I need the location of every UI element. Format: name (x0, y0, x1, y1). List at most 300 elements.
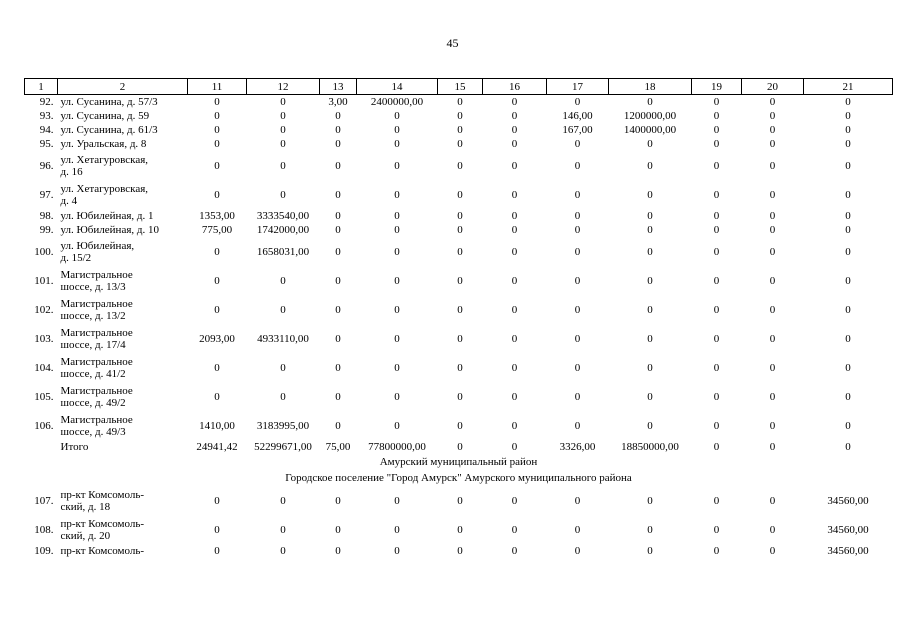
address-cell (58, 180, 188, 209)
value-cell: 0 (457, 159, 463, 172)
row-number: 102. (34, 303, 54, 316)
value-cell: 0 (457, 303, 463, 316)
value-cell: 0 (574, 96, 581, 108)
value-cell: 0 (845, 245, 851, 258)
value-cell: 0 (713, 110, 720, 122)
section-title-district (25, 454, 893, 470)
value-cell: 0 (647, 188, 653, 201)
table-row (25, 137, 893, 151)
value-cell: 0 (713, 419, 720, 432)
value-cell: 0 (511, 494, 518, 507)
value-cell: 0 (647, 419, 653, 432)
value-cell: 0 (394, 494, 400, 507)
value-cell: 0 (574, 210, 581, 222)
value-cell: 0 (457, 523, 463, 536)
value-cell: 0 (845, 390, 851, 403)
address-cell (58, 544, 188, 558)
value-cell: 0 (280, 138, 286, 150)
address-cell (58, 137, 188, 151)
value-cell: 3,00 (328, 96, 348, 108)
value-cell: 0 (647, 224, 653, 236)
value-cell: 0 (574, 332, 581, 345)
table-row (25, 209, 893, 223)
address-cell (58, 209, 188, 223)
value-cell: 0 (845, 210, 851, 222)
value-cell: 0 (574, 245, 581, 258)
column-header-16: 16 (483, 79, 547, 95)
row-number (25, 440, 58, 454)
value-cell: 4933110,00 (257, 332, 309, 345)
value-cell: 0 (713, 188, 720, 201)
value-cell: 0 (769, 96, 776, 108)
column-header-17: 17 (547, 79, 609, 95)
value-cell: 0 (713, 224, 720, 236)
value-cell: 3333540,00 (256, 210, 310, 222)
value-cell: 0 (214, 494, 220, 507)
value-cell: 3183995,00 (256, 419, 310, 432)
address-line: пр-кт Комсомоль- (60, 488, 145, 501)
value-cell: 0 (457, 545, 463, 557)
table-row (25, 382, 893, 411)
value-cell: 0 (647, 494, 653, 507)
value-cell: 0 (394, 303, 400, 316)
value-cell: 0 (394, 419, 400, 432)
table-row (25, 180, 893, 209)
value-cell: 0 (457, 332, 463, 345)
value-cell: 1742000,00 (256, 224, 310, 236)
table-row (25, 151, 893, 180)
column-header-19: 19 (692, 79, 742, 95)
value-cell: 0 (335, 210, 341, 222)
value-cell: 0 (713, 96, 720, 108)
address-line: Магистральное (60, 326, 133, 339)
value-cell: 0 (457, 245, 463, 258)
value-cell: 0 (280, 545, 286, 557)
value-cell: 0 (845, 96, 851, 108)
value-cell: 0 (574, 419, 581, 432)
value-cell: 0 (574, 138, 581, 150)
value-cell: 0 (335, 245, 341, 258)
table-header-row (25, 79, 893, 95)
address-line: Магистральное (60, 413, 133, 426)
row-number: 98. (39, 210, 54, 222)
value-cell: 0 (214, 188, 220, 201)
value-cell: 0 (280, 188, 286, 201)
address-cell (58, 486, 188, 515)
value-cell: 0 (511, 523, 518, 536)
value-cell: 775,00 (201, 224, 233, 236)
table-row (25, 237, 893, 266)
value-cell: 0 (457, 390, 463, 403)
value-cell: 0 (574, 390, 581, 403)
value-cell: 0 (394, 523, 400, 536)
value-cell: 0 (214, 124, 220, 136)
value-cell: 0 (280, 124, 286, 136)
value-cell: 167,00 (562, 124, 593, 136)
value-cell: 0 (769, 188, 776, 201)
value-cell: 0 (394, 138, 400, 150)
value-cell: 0 (280, 303, 286, 316)
value-cell: 0 (713, 159, 720, 172)
address-line: Магистральное (60, 355, 133, 368)
value-cell: 0 (769, 494, 776, 507)
value-cell: 0 (647, 303, 653, 316)
value-cell: 0 (769, 303, 776, 316)
value-cell: 0 (335, 523, 341, 536)
value-cell: 0 (769, 419, 776, 432)
value-cell: 0 (280, 96, 286, 108)
table-row (25, 544, 893, 558)
row-number: 92. (39, 96, 54, 108)
value-cell: 0 (394, 361, 400, 374)
value-cell: 0 (457, 419, 463, 432)
row-number: 101. (34, 274, 54, 287)
address-line: д. 4 (60, 194, 78, 207)
value-cell: 0 (394, 274, 400, 287)
address-cell (58, 353, 188, 382)
row-number: 105. (34, 390, 54, 403)
value-cell: 0 (335, 494, 341, 507)
value-cell: 0 (394, 245, 400, 258)
address-line: шоссе, д. 49/3 (60, 425, 126, 438)
value-cell: 0 (335, 274, 341, 287)
page-number: 45 (446, 36, 459, 50)
value-cell: 0 (845, 303, 851, 316)
value-cell: 0 (845, 138, 851, 150)
value-cell: 0 (280, 390, 286, 403)
value-cell: 0 (574, 188, 581, 201)
value-cell: 0 (335, 361, 341, 374)
address-line: Магистральное (60, 268, 133, 281)
value-cell: 0 (214, 545, 220, 557)
value-cell: 0 (394, 124, 400, 136)
address-cell (58, 109, 188, 123)
value-cell: 0 (214, 245, 220, 258)
value-cell: 0 (214, 390, 220, 403)
value-cell: 0 (394, 188, 400, 201)
value-cell: 0 (457, 110, 463, 122)
value-cell: 0 (713, 210, 720, 222)
value-cell: 0 (335, 110, 341, 122)
value-cell: 0 (769, 361, 776, 374)
value-cell: 0 (511, 332, 518, 345)
value-cell: 0 (845, 188, 851, 201)
row-number: 109. (34, 545, 54, 557)
value-cell: 0 (845, 159, 851, 172)
column-header-1: 1 (25, 79, 58, 95)
column-header-15: 15 (438, 79, 483, 95)
value-cell: 0 (394, 390, 400, 403)
value-cell: 0 (335, 188, 341, 201)
value-cell: 0 (214, 303, 220, 316)
value-cell: 0 (457, 188, 463, 201)
value-cell: 1410,00 (199, 419, 235, 432)
table-row (25, 266, 893, 295)
value-cell: 0 (713, 124, 720, 136)
data-table (24, 78, 893, 558)
value-cell: 0 (335, 332, 341, 345)
address-cell (58, 411, 188, 440)
table-row (25, 123, 893, 137)
value-cell: 0 (280, 361, 286, 374)
address-line: Магистральное (60, 384, 133, 397)
value-cell: 0 (769, 441, 776, 453)
value-cell: 0 (647, 545, 653, 557)
value-cell: 146,00 (562, 110, 593, 122)
value-cell: 0 (647, 274, 653, 287)
value-cell: 0 (769, 124, 776, 136)
value-cell: 0 (511, 245, 518, 258)
address-cell (58, 324, 188, 353)
row-number: 95. (39, 138, 54, 150)
table-row (25, 223, 893, 237)
column-header-14: 14 (357, 79, 438, 95)
value-cell: 0 (769, 332, 776, 345)
column-header-20: 20 (742, 79, 804, 95)
value-cell: 0 (769, 245, 776, 258)
value-cell: 0 (511, 274, 518, 287)
value-cell: 0 (769, 110, 776, 122)
value-cell: 0 (845, 124, 851, 136)
table-row (25, 515, 893, 544)
address-cell (58, 295, 188, 324)
value-cell: 0 (769, 159, 776, 172)
address-line: ул. Юбилейная, (60, 239, 135, 252)
value-cell: 0 (647, 332, 653, 345)
row-number: 99. (39, 224, 54, 236)
row-number: 94. (39, 124, 54, 136)
value-cell: 0 (457, 210, 463, 222)
value-cell: 0 (574, 545, 581, 557)
value-cell: 34560,00 (827, 523, 869, 536)
value-cell: 1353,00 (199, 210, 235, 222)
table-row (25, 440, 893, 454)
row-number: 107. (34, 494, 54, 507)
value-cell: 0 (280, 110, 286, 122)
address-line: ул. Сусанина, д. 57/3 (60, 96, 158, 108)
value-cell: 0 (769, 224, 776, 236)
value-cell: 24941,42 (196, 441, 238, 453)
address-cell (58, 382, 188, 411)
value-cell: 0 (457, 224, 463, 236)
table-row (25, 295, 893, 324)
address-cell (58, 237, 188, 266)
value-cell: 0 (280, 523, 286, 536)
value-cell: 0 (574, 274, 581, 287)
address-line: шоссе, д. 13/3 (60, 280, 126, 293)
section-title-settlement (25, 470, 893, 486)
address-cell (58, 266, 188, 295)
value-cell: 0 (394, 224, 400, 236)
value-cell: 0 (214, 361, 220, 374)
row-number: 106. (34, 419, 54, 432)
address-line: ский, д. 20 (60, 529, 111, 542)
column-header-11: 11 (188, 79, 247, 95)
address-line: шоссе, д. 13/2 (60, 309, 126, 322)
value-cell: 0 (647, 245, 653, 258)
address-line: ул. Юбилейная, д. 10 (60, 224, 159, 236)
value-cell: 0 (574, 361, 581, 374)
value-cell: 0 (713, 390, 720, 403)
value-cell: 0 (769, 545, 776, 557)
column-header-21: 21 (804, 79, 893, 95)
value-cell: 0 (214, 110, 220, 122)
address-line: ул. Сусанина, д. 59 (60, 110, 150, 122)
table-body (25, 95, 893, 559)
value-cell: 0 (394, 159, 400, 172)
value-cell: 0 (769, 523, 776, 536)
section-title-settlement-text: Городское поселение "Город Амурск" Амурского муниципального района (285, 472, 632, 484)
value-cell: 0 (574, 494, 581, 507)
value-cell: 0 (457, 274, 463, 287)
address-line: Магистральное (60, 297, 133, 310)
table-row (25, 109, 893, 123)
value-cell: 0 (457, 124, 463, 136)
value-cell: 0 (394, 110, 400, 122)
value-cell: 2093,00 (199, 332, 235, 345)
row-number: 96. (39, 159, 54, 172)
value-cell: 1658031,00 (256, 245, 310, 258)
address-line: пр-кт Комсомоль- (60, 545, 145, 557)
value-cell: 0 (335, 545, 341, 557)
address-cell (58, 440, 188, 454)
column-header-18: 18 (609, 79, 692, 95)
value-cell: 0 (214, 523, 220, 536)
address-line: Итого (60, 441, 89, 453)
value-cell: 0 (335, 303, 341, 316)
column-header-13: 13 (320, 79, 357, 95)
address-line: д. 15/2 (60, 251, 92, 264)
value-cell: 2400000,00 (370, 96, 424, 108)
table-row (25, 95, 893, 110)
value-cell: 0 (511, 390, 518, 403)
table-row (25, 486, 893, 515)
value-cell: 0 (769, 138, 776, 150)
value-cell: 0 (511, 110, 518, 122)
value-cell: 0 (574, 303, 581, 316)
address-line: пр-кт Комсомоль- (60, 517, 145, 530)
value-cell: 0 (457, 361, 463, 374)
value-cell: 0 (511, 138, 518, 150)
value-cell: 0 (769, 274, 776, 287)
value-cell: 0 (335, 390, 341, 403)
value-cell: 0 (511, 441, 518, 453)
value-cell: 0 (214, 159, 220, 172)
value-cell: 0 (214, 96, 220, 108)
address-cell (58, 151, 188, 180)
value-cell: 0 (335, 419, 341, 432)
value-cell: 0 (647, 138, 653, 150)
value-cell: 0 (214, 138, 220, 150)
address-line: шоссе, д. 49/2 (60, 396, 126, 409)
value-cell: 0 (335, 138, 341, 150)
address-line: ский, д. 18 (60, 500, 111, 513)
value-cell: 0 (511, 361, 518, 374)
value-cell: 0 (280, 159, 286, 172)
value-cell: 77800000,00 (368, 441, 426, 453)
value-cell: 0 (457, 138, 463, 150)
value-cell: 0 (394, 210, 400, 222)
value-cell: 0 (511, 124, 518, 136)
value-cell: 75,00 (325, 441, 351, 453)
value-cell: 0 (511, 210, 518, 222)
value-cell: 0 (845, 361, 851, 374)
value-cell: 0 (511, 303, 518, 316)
column-header-12: 12 (247, 79, 320, 95)
value-cell: 0 (335, 124, 341, 136)
table-row (25, 353, 893, 382)
row-number: 100. (34, 245, 54, 258)
address-cell (58, 223, 188, 237)
value-cell: 0 (647, 361, 653, 374)
value-cell: 52299671,00 (254, 441, 312, 453)
value-cell: 0 (647, 96, 653, 108)
address-line: д. 16 (60, 165, 83, 178)
address-line: ул. Сусанина, д. 61/3 (60, 124, 158, 136)
value-cell: 0 (713, 332, 720, 345)
address-cell (58, 515, 188, 544)
value-cell: 0 (713, 303, 720, 316)
value-cell: 0 (457, 441, 463, 453)
value-cell: 0 (647, 210, 653, 222)
value-cell: 1200000,00 (623, 110, 677, 122)
row-number: 104. (34, 361, 54, 374)
value-cell: 0 (511, 96, 518, 108)
address-cell (58, 95, 188, 110)
address-line: ул. Уральская, д. 8 (60, 138, 147, 150)
value-cell: 0 (574, 159, 581, 172)
row-number: 93. (39, 110, 54, 122)
value-cell: 0 (335, 224, 341, 236)
address-line: ул. Хетагуровская, (60, 153, 149, 166)
value-cell: 0 (845, 419, 851, 432)
value-cell: 0 (511, 419, 518, 432)
value-cell: 0 (713, 138, 720, 150)
value-cell: 0 (214, 274, 220, 287)
value-cell: 34560,00 (827, 545, 869, 557)
address-cell (58, 123, 188, 137)
value-cell: 0 (457, 96, 463, 108)
value-cell: 0 (511, 545, 518, 557)
value-cell: 0 (511, 188, 518, 201)
value-cell: 0 (769, 210, 776, 222)
column-header-2: 2 (58, 79, 188, 95)
row-number: 108. (34, 523, 54, 536)
table-row (25, 324, 893, 353)
value-cell: 0 (713, 494, 720, 507)
value-cell: 0 (845, 224, 851, 236)
value-cell: 0 (394, 545, 400, 557)
value-cell: 0 (647, 523, 653, 536)
value-cell: 0 (280, 494, 286, 507)
row-number: 103. (34, 332, 54, 345)
value-cell: 0 (713, 441, 720, 453)
value-cell: 0 (769, 390, 776, 403)
address-line: ул. Хетагуровская, (60, 182, 149, 195)
value-cell: 0 (713, 274, 720, 287)
value-cell: 0 (574, 224, 581, 236)
value-cell: 0 (845, 441, 851, 453)
value-cell: 0 (280, 274, 286, 287)
value-cell: 34560,00 (827, 494, 869, 507)
value-cell: 1400000,00 (623, 124, 677, 136)
table-row (25, 411, 893, 440)
value-cell: 0 (713, 545, 720, 557)
section-title-district-text: Амурский муниципальный район (379, 456, 538, 468)
row-number: 97. (39, 188, 54, 201)
value-cell: 0 (335, 159, 341, 172)
value-cell: 0 (713, 361, 720, 374)
